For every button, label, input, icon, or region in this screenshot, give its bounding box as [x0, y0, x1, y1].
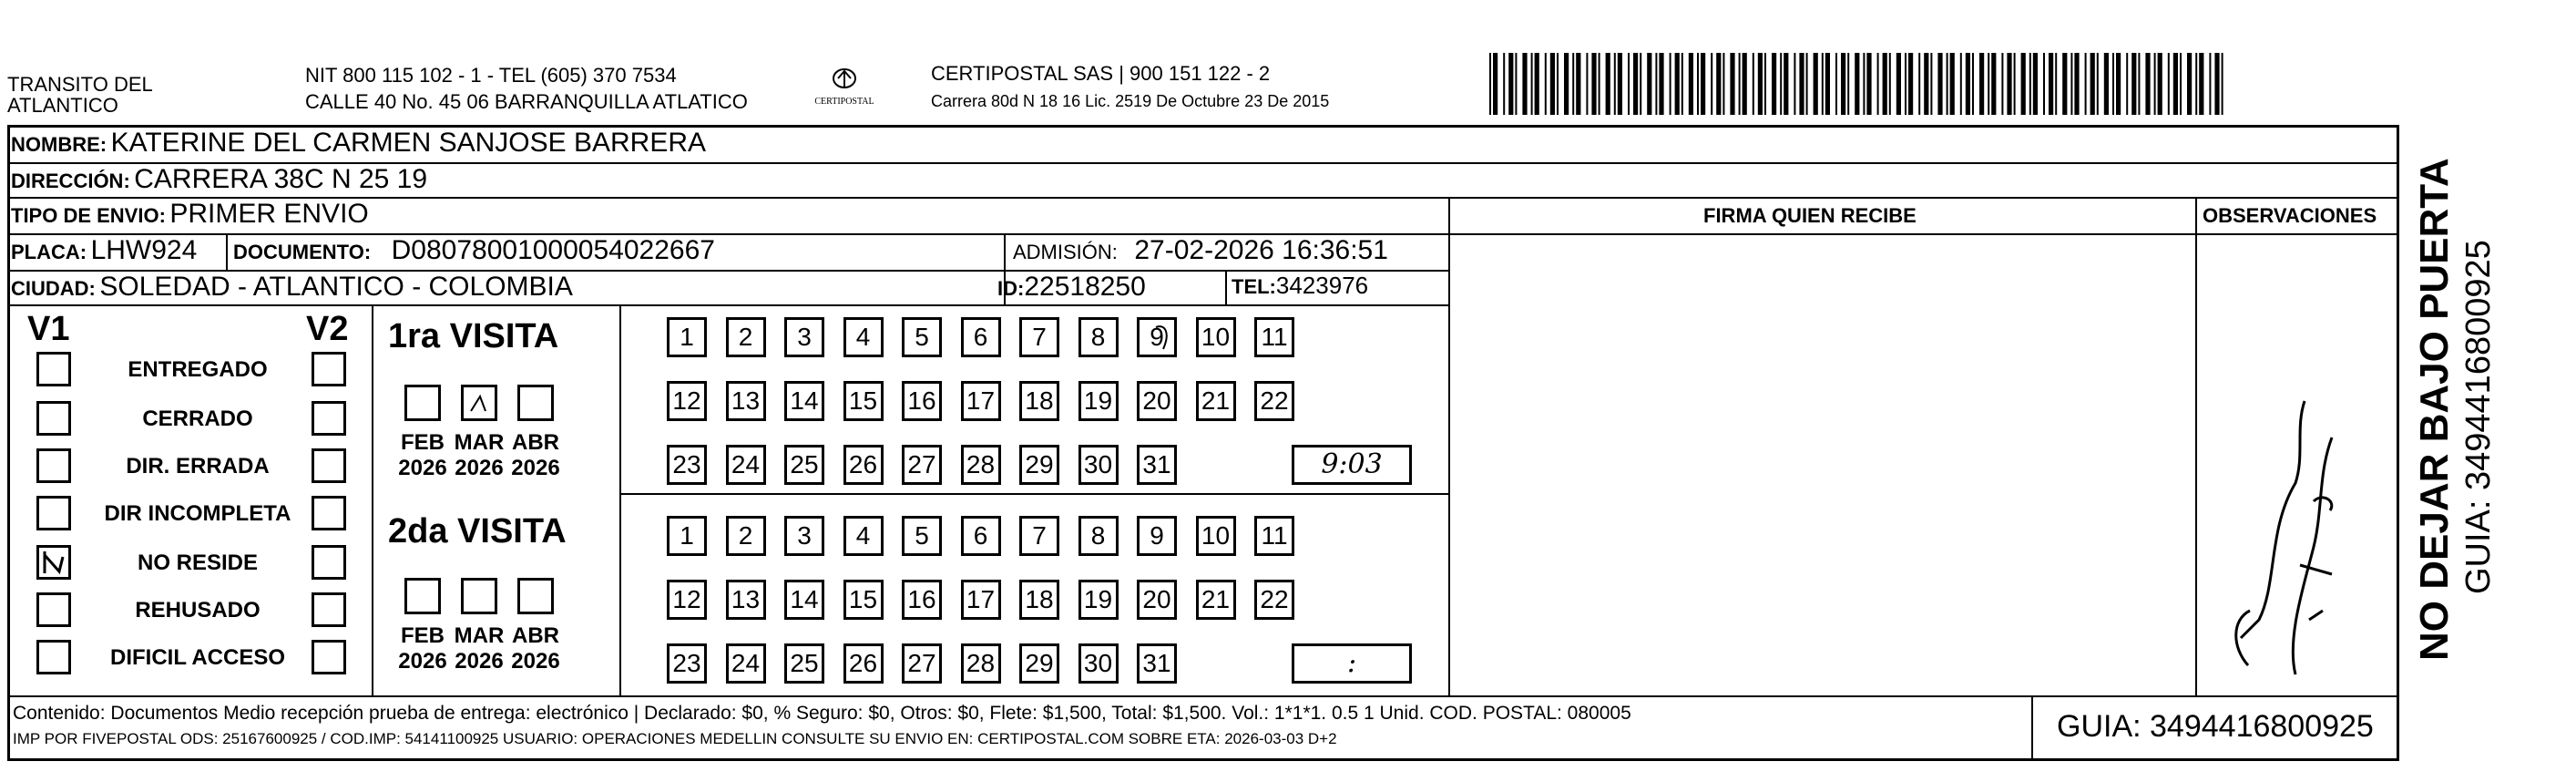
second-visit-day-box[interactable]: 24 [726, 643, 766, 684]
first-visit-day-box[interactable]: 29 [1019, 445, 1059, 485]
v2-checkbox[interactable] [312, 640, 346, 674]
placa-label: PLACA: [11, 241, 87, 263]
second-visit-day-box[interactable]: 22 [1254, 580, 1294, 620]
id-value: 22518250 [1024, 272, 1146, 302]
month-label: FEB 2026 [398, 430, 447, 480]
second-visit-day-box[interactable]: 21 [1196, 580, 1236, 620]
placa-value: LHW924 [90, 235, 198, 265]
first-visit-day-box[interactable]: 17 [961, 381, 1001, 421]
observaciones-header: OBSERVACIONES [2203, 204, 2377, 227]
first-visit-day-box[interactable]: 22 [1254, 381, 1294, 421]
v1-checkbox[interactable] [36, 401, 71, 436]
sender-address-line: CALLE 40 No. 45 06 BARRANQUILLA ATLATICO [305, 90, 748, 113]
direccion-label: DIRECCIÓN: [11, 170, 130, 192]
month-label: ABR 2026 [511, 623, 560, 674]
tel-cell [1232, 272, 1368, 300]
sender-line-2: ATLANTICO [7, 94, 118, 117]
admision-label: ADMISIÓN: [1013, 241, 1118, 263]
v1-checkbox[interactable] [36, 640, 71, 674]
company-line: CERTIPOSTAL SAS | 900 151 122 - 2 [931, 62, 1271, 85]
first-visit-day-box[interactable]: 24 [726, 445, 766, 485]
footer-divider [7, 695, 2399, 697]
handwritten-observation [2204, 346, 2350, 693]
v1-checkbox[interactable] [36, 448, 71, 483]
second-visit-day-box[interactable]: 28 [961, 643, 1001, 684]
logo-text: CERTIPOSTAL [814, 97, 874, 107]
month-checkbox[interactable] [461, 578, 497, 614]
second-visit-day-box[interactable]: 6 [961, 516, 1001, 556]
second-visit-day-box[interactable]: 31 [1137, 643, 1177, 684]
v1-header: V1 [27, 310, 70, 348]
month-checkbox[interactable] [404, 578, 441, 614]
second-visit-day-box[interactable]: 2 [726, 516, 766, 556]
admision-value: 27-02-2026 16:36:51 [1134, 235, 1388, 265]
status-option-label: DIFICIL ACCESO [109, 645, 285, 670]
tipo-envio-label: TIPO DE ENVIO: [11, 204, 166, 227]
first-visit-day-box[interactable]: 21 [1196, 381, 1236, 421]
v1-checkbox[interactable] [36, 352, 71, 386]
month-label: ABR 2026 [511, 430, 560, 480]
second-visit-day-box[interactable]: 14 [784, 580, 824, 620]
second-visit-day-box[interactable]: 1 [667, 516, 707, 556]
tel-label: TEL: [1232, 275, 1276, 298]
cell-divider [619, 304, 621, 695]
second-visit-day-box[interactable]: 8 [1078, 516, 1119, 556]
first-visit-day-box[interactable]: 13 [726, 381, 766, 421]
month-checkbox[interactable] [404, 385, 441, 421]
second-visit-title: 2da VISITA [388, 512, 567, 550]
first-visit-day-box[interactable]: 26 [843, 445, 884, 485]
company-info [931, 62, 1329, 111]
ciudad-cell [11, 272, 573, 303]
first-visit-day-box[interactable]: 12 [667, 381, 707, 421]
first-visit-day-box[interactable]: 7 [1019, 317, 1059, 357]
second-visit-day-box[interactable]: 5 [902, 516, 942, 556]
v2-checkbox[interactable] [312, 545, 346, 580]
nit-line: NIT 800 115 102 - 1 - TEL (605) 370 7534 [305, 64, 677, 87]
second-visit-day-box[interactable]: 30 [1078, 643, 1119, 684]
id-cell [997, 272, 1146, 303]
second-visit-day-box[interactable]: 4 [843, 516, 884, 556]
visit-divider [619, 493, 1448, 495]
first-visit-day-box[interactable]: 27 [902, 445, 942, 485]
sender-contact [305, 64, 748, 114]
first-visit-day-box[interactable]: 19 [1078, 381, 1119, 421]
first-visit-day-box[interactable]: 20 [1137, 381, 1177, 421]
first-visit-day-box[interactable]: 9 [1137, 317, 1177, 357]
sender-line-1: TRANSITO DEL [7, 73, 153, 96]
license-line: Carrera 80d N 18 16 Lic. 2519 De Octubre 23 De 2015 [931, 92, 1330, 110]
cell-divider [226, 233, 228, 270]
v2-checkbox[interactable] [312, 448, 346, 483]
first-visit-day-box[interactable]: 18 [1019, 381, 1059, 421]
second-visit-day-box[interactable]: 9 [1137, 516, 1177, 556]
status-option-label: REHUSADO [135, 598, 261, 623]
v1-checkbox[interactable] [36, 592, 71, 627]
direccion-row [11, 164, 427, 195]
documento-label: DOCUMENTO: [233, 241, 372, 263]
no-dejar-bajo-puerta-text: NO DEJAR BAJO PUERTA [2412, 158, 2457, 661]
ciudad-label: CIUDAD: [11, 277, 96, 300]
v2-checkbox[interactable] [312, 352, 346, 386]
second-visit-day-box[interactable]: 26 [843, 643, 884, 684]
second-visit-day-box[interactable]: 20 [1137, 580, 1177, 620]
second-visit-day-box[interactable]: 3 [784, 516, 824, 556]
col-divider [2195, 197, 2197, 695]
second-visit-day-box[interactable]: 18 [1019, 580, 1059, 620]
cell-divider [2031, 695, 2033, 761]
first-visit-day-box[interactable]: 6 [961, 317, 1001, 357]
documento-cell [233, 235, 715, 266]
second-visit-day-box[interactable]: 10 [1196, 516, 1236, 556]
certipostal-logo [802, 62, 887, 115]
first-visit-day-box[interactable]: 14 [784, 381, 824, 421]
second-visit-day-box[interactable]: 19 [1078, 580, 1119, 620]
v1-checkbox[interactable] [36, 496, 71, 530]
first-visit-day-box[interactable]: 15 [843, 381, 884, 421]
barcode [1489, 53, 2227, 115]
month-checkbox[interactable] [461, 385, 497, 421]
first-visit-day-box[interactable]: 10 [1196, 317, 1236, 357]
placa-cell [11, 235, 197, 266]
second-visit-day-box[interactable]: 23 [667, 643, 707, 684]
row-divider [1448, 233, 2399, 235]
v2-header: V2 [306, 310, 349, 348]
second-visit-day-box[interactable]: 17 [961, 580, 1001, 620]
first-visit-day-box[interactable]: 30 [1078, 445, 1119, 485]
cell-divider [1225, 270, 1227, 304]
first-visit-day-box[interactable]: 25 [784, 445, 824, 485]
second-visit-day-box[interactable]: 29 [1019, 643, 1059, 684]
cell-divider [372, 304, 373, 695]
ciudad-value: SOLEDAD - ATLANTICO - COLOMBIA [99, 272, 573, 302]
first-visit-day-box[interactable]: 11 [1254, 317, 1294, 357]
admision-cell [1013, 235, 1388, 266]
guia-number: GUIA: 3494416800925 [2057, 709, 2374, 744]
second-visit-day-box[interactable]: 25 [784, 643, 824, 684]
firma-header: FIRMA QUIEN RECIBE [1703, 204, 1917, 227]
second-visit-day-box[interactable]: 27 [902, 643, 942, 684]
month-label: FEB 2026 [398, 623, 447, 674]
nombre-row [11, 128, 706, 159]
second-visit-day-box[interactable]: 13 [726, 580, 766, 620]
month-checkbox[interactable] [517, 578, 554, 614]
documento-value: D08078001000054022667 [391, 235, 715, 265]
status-option-label: DIR. ERRADA [126, 454, 270, 478]
second-visit-day-box[interactable]: 15 [843, 580, 884, 620]
second-visit-day-box[interactable]: 7 [1019, 516, 1059, 556]
first-visit-day-box[interactable]: 16 [902, 381, 942, 421]
contenido-line: Contenido: Documentos Medio recepción prueba de entrega: electrónico | Declarado: $0, % Seguro: $0, Otros: $0, Flete: $1,500, Total: $1,500. Vol.: 1*1*1. 0.5 1 Unid. COD. POSTAL: 080005 [13, 703, 1631, 724]
first-visit-day-box[interactable]: 31 [1137, 445, 1177, 485]
month-label: MAR 2026 [454, 623, 505, 674]
col-divider [1448, 197, 1450, 695]
first-visit-time-box[interactable]: 9:03 [1292, 445, 1412, 485]
v2-checkbox[interactable] [312, 401, 346, 436]
tipo-envio-value: PRIMER ENVIO [169, 199, 369, 229]
first-visit-day-box[interactable]: 1 [667, 317, 707, 357]
first-visit-day-box[interactable]: 2 [726, 317, 766, 357]
first-visit-day-box[interactable]: 5 [902, 317, 942, 357]
first-visit-day-box[interactable]: 23 [667, 445, 707, 485]
v1-checkbox[interactable] [36, 545, 71, 580]
first-visit-day-box[interactable]: 3 [784, 317, 824, 357]
second-visit-day-box[interactable]: 11 [1254, 516, 1294, 556]
second-visit-time-box[interactable]: : [1292, 643, 1412, 684]
v2-checkbox[interactable] [312, 592, 346, 627]
nombre-label: NOMBRE: [11, 133, 107, 156]
second-visit-day-box[interactable]: 16 [902, 580, 942, 620]
imp-line: IMP POR FIVEPOSTAL ODS: 25167600925 / COD.IMP: 54141100925 USUARIO: OPERACIONES MEDELLIN CONSULTE SU ENVIO EN: CERTIPOSTAL.COM SOBRE ETA: 2026-03-03 D+2 [13, 730, 1337, 747]
sender-name [7, 73, 153, 118]
v2-checkbox[interactable] [312, 496, 346, 530]
second-visit-day-box[interactable]: 12 [667, 580, 707, 620]
guia-vertical-text: GUIA: 3494416800925 [2459, 240, 2498, 594]
first-visit-day-box[interactable]: 8 [1078, 317, 1119, 357]
month-checkbox[interactable] [517, 385, 554, 421]
first-visit-day-box[interactable]: 28 [961, 445, 1001, 485]
tipo-envio-row [11, 199, 369, 230]
status-option-label: CERRADO [142, 406, 253, 431]
status-option-label: DIR INCOMPLETA [104, 501, 291, 526]
first-visit-title: 1ra VISITA [388, 317, 559, 355]
month-label: MAR 2026 [454, 430, 505, 480]
direccion-value: CARRERA 38C N 25 19 [134, 164, 428, 194]
status-option-label: NO RESIDE [137, 550, 259, 575]
first-visit-day-box[interactable]: 4 [843, 317, 884, 357]
tel-value: 3423976 [1275, 272, 1369, 299]
nombre-value: KATERINE DEL CARMEN SANJOSE BARRERA [110, 128, 707, 158]
status-option-label: ENTREGADO [128, 357, 268, 382]
row-divider [7, 304, 1448, 306]
id-label: ID: [997, 277, 1025, 300]
